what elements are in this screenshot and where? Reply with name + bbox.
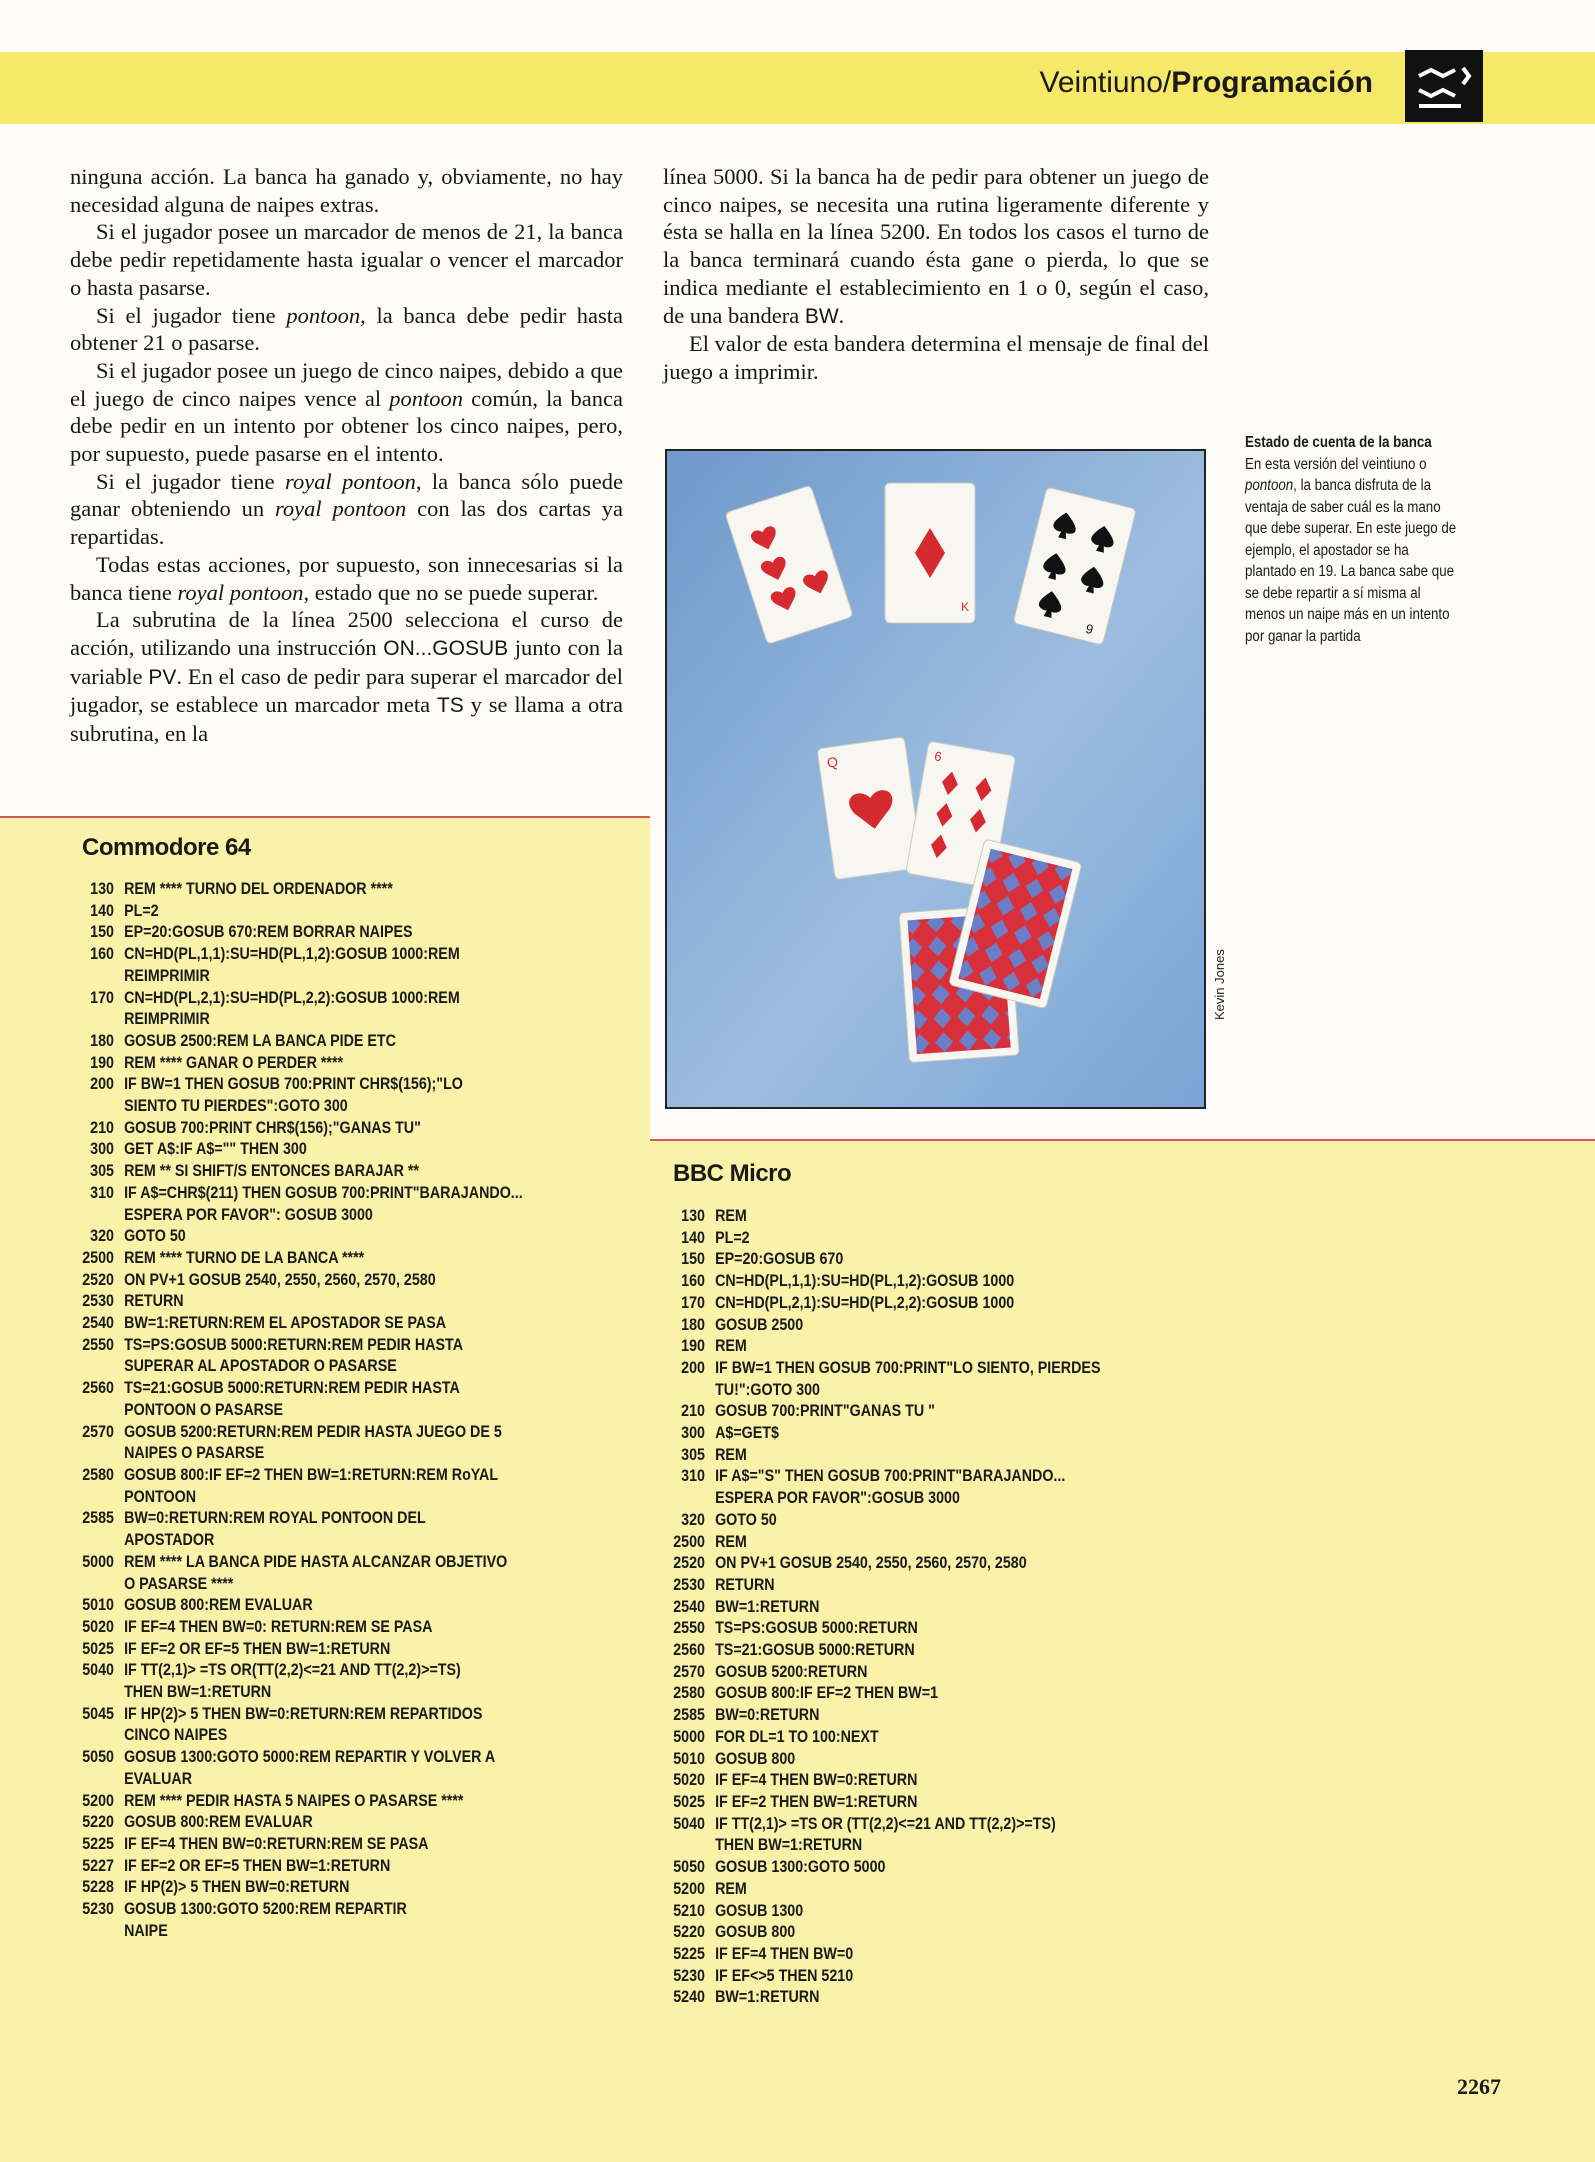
code-text: REM **** LA BANCA PIDE HASTA ALCANZAR OBJETIVO: [124, 1551, 508, 1571]
line-number: 2585: [673, 1705, 705, 1725]
paragraph: ninguna acción. La banca ha ganado y, obviamente, no hay necesidad alguna de naipes extras.: [70, 164, 623, 217]
code-line: [72, 878, 523, 900]
code-text: GOSUB 2500:REM LA BANCA PIDE ETC: [124, 1030, 396, 1050]
line-number: 160: [681, 1271, 705, 1291]
header-title-plain: Veintiuno/: [1039, 66, 1172, 99]
caption-text: En esta versión del veintiuno o pontoon, la banca disfruta de la ventaja de saber cuál es la mano que debe superar. En este juego de ejemplo, el apostador se ha plantado en 19. La banca sabe que se debe repartir a sí misma al menos un naipe más en un intento por ganar la partida: [1245, 455, 1457, 645]
code-text: GOSUB 800:REM EVALUAR: [124, 1595, 313, 1615]
svg-text:Q: Q: [825, 753, 839, 771]
code-text: ON PV+1 GOSUB 2540, 2550, 2560, 2570, 2580: [124, 1269, 436, 1289]
line-number: 5010: [82, 1595, 114, 1615]
line-number: 5200: [82, 1790, 114, 1810]
line-number: 2540: [82, 1313, 114, 1333]
code-line: [663, 1422, 1100, 1444]
code-text: GOSUB 5200:RETURN:REM PEDIR HASTA JUEGO DE 5: [124, 1421, 502, 1441]
code-text: CN=HD(PL,1,1):SU=HD(PL,1,2):GOSUB 1000: [715, 1271, 1015, 1291]
line-number: 5040: [673, 1813, 705, 1833]
line-number: 2550: [673, 1618, 705, 1638]
body-column-right: [663, 163, 1209, 386]
code-continuation: CINCO NAIPES: [124, 1725, 228, 1745]
code-line: [72, 1638, 523, 1660]
line-number: 200: [681, 1357, 705, 1377]
code-text: IF HP(2)> 5 THEN BW=0:RETURN: [124, 1877, 350, 1897]
code-text: IF TT(2,1)> =TS OR (TT(2,2)<=21 AND TT(2,2)>=TS): [715, 1813, 1056, 1833]
line-number: 2585: [82, 1508, 114, 1528]
line-number: 2530: [82, 1291, 114, 1311]
line-number: 5025: [82, 1638, 114, 1658]
code-text: REM **** PEDIR HASTA 5 NAIPES O PASARSE ****: [124, 1790, 464, 1810]
code-line: [72, 987, 523, 1009]
code-text: PL=2: [715, 1227, 750, 1247]
line-number: 2560: [82, 1378, 114, 1398]
code-line: [72, 943, 523, 965]
code-text: REM **** TURNO DE LA BANCA ****: [124, 1247, 365, 1267]
code-text: IF EF=2 THEN BW=1:RETURN: [715, 1791, 918, 1811]
code-line: [663, 1769, 1100, 1791]
code-text: GOSUB 1300:GOTO 5000: [715, 1857, 886, 1877]
code-line: [663, 1335, 1100, 1357]
line-number: 5000: [673, 1726, 705, 1746]
code-line: [663, 1617, 1100, 1639]
line-number: 2560: [673, 1640, 705, 1660]
code-text: GOSUB 800:IF EF=2 THEN BW=1:RETURN:REM RoYAL: [124, 1464, 499, 1484]
code-line: [72, 1117, 523, 1139]
code-text: GOSUB 1300: [715, 1900, 804, 1920]
code-line: [72, 900, 523, 922]
code-text: IF EF=4 THEN BW=0: [715, 1943, 854, 1963]
code-text: IF EF<>5 THEN 5210: [715, 1965, 854, 1985]
code-text: FOR DL=1 TO 100:NEXT: [715, 1726, 879, 1746]
code-continuation: ESPERA POR FAVOR":GOSUB 3000: [715, 1488, 960, 1508]
code-line: [663, 1878, 1100, 1900]
code-continuation: PONTOON: [124, 1486, 197, 1506]
listing-title-bbc: BBC Micro: [673, 1160, 792, 1187]
code-continuation: THEN BW=1:RETURN: [715, 1835, 863, 1855]
code-text: BW=0:RETURN:REM ROYAL PONTOON DEL: [124, 1508, 426, 1528]
header-title-bold: Programación: [1171, 66, 1373, 99]
code-text: IF EF=2 OR EF=5 THEN BW=1:RETURN: [124, 1855, 391, 1875]
line-number: 305: [681, 1444, 705, 1464]
code-line: [663, 1748, 1100, 1770]
line-number: 2570: [673, 1661, 705, 1681]
code-line: [72, 1898, 523, 1920]
code-text: GOSUB 800:REM EVALUAR: [124, 1812, 313, 1832]
code-text: IF EF=4 THEN BW=0: RETURN:REM SE PASA: [124, 1616, 433, 1636]
code-line: [663, 1357, 1100, 1379]
line-number: 5240: [673, 1987, 705, 2007]
line-number: 5200: [673, 1878, 705, 1898]
code-text: GOSUB 800: [715, 1922, 796, 1942]
line-number: 5210: [673, 1900, 705, 1920]
code-line: [663, 1205, 1100, 1227]
code-continuation: APOSTADOR: [124, 1530, 215, 1550]
code-text: CN=HD(PL,1,1):SU=HD(PL,1,2):GOSUB 1000:REM: [124, 944, 460, 964]
line-number: 2500: [673, 1531, 705, 1551]
code-text: ON PV+1 GOSUB 2540, 2550, 2560, 2570, 2580: [715, 1553, 1027, 1573]
code-text: PL=2: [124, 900, 159, 920]
photo-credit: Kevin Jones: [1212, 949, 1227, 1020]
page-header-title: [1039, 66, 1373, 100]
code-line: [663, 1596, 1100, 1618]
code-line: [663, 1704, 1100, 1726]
line-number: 130: [90, 879, 114, 898]
line-number: 5050: [82, 1747, 114, 1767]
code-line: [663, 1465, 1100, 1487]
code-line: [663, 1270, 1100, 1292]
line-number: 5227: [82, 1855, 114, 1875]
code-text: CN=HD(PL,2,1):SU=HD(PL,2,2):GOSUB 1000:REM: [124, 987, 460, 1007]
code-text: BW=0:RETURN: [715, 1705, 820, 1725]
line-number: 170: [681, 1292, 705, 1312]
code-line: [663, 1400, 1100, 1422]
code-text: TS=PS:GOSUB 5000:RETURN: [715, 1618, 918, 1638]
code-line: [72, 1052, 523, 1074]
code-text: GOTO 50: [124, 1226, 186, 1246]
code-text: RETURN: [124, 1291, 184, 1311]
code-text: TS=21:GOSUB 5000:RETURN:REM PEDIR HASTA: [124, 1378, 460, 1398]
line-number: 160: [90, 944, 114, 964]
code-line: [72, 1464, 523, 1486]
code-continuation: NAIPE: [124, 1920, 168, 1940]
code-line: [663, 1726, 1100, 1748]
line-number: 5230: [673, 1965, 705, 1985]
line-number: 300: [90, 1139, 114, 1159]
code-line: [72, 1182, 523, 1204]
code-text: GOTO 50: [715, 1509, 777, 1529]
line-number: 5040: [82, 1660, 114, 1680]
code-text: A$=GET$: [715, 1423, 779, 1443]
code-text: GOSUB 800:IF EF=2 THEN BW=1: [715, 1683, 939, 1703]
code-line: [663, 1574, 1100, 1596]
code-line: [663, 1921, 1100, 1943]
code-line: [72, 1334, 523, 1356]
code-line: [663, 1292, 1100, 1314]
line-number: 5020: [82, 1616, 114, 1636]
line-number: 140: [681, 1227, 705, 1247]
code-line: [663, 1227, 1100, 1249]
line-number: 190: [90, 1052, 114, 1072]
code-text: IF HP(2)> 5 THEN BW=0:RETURN:REM REPARTIDOS: [124, 1703, 483, 1723]
code-text: REM ** SI SHIFT/S ENTONCES BARAJAR **: [124, 1161, 419, 1181]
code-text: REM **** GANAR O PERDER ****: [124, 1052, 344, 1072]
paragraph: El valor de esta bandera determina el mensaje de final del juego a imprimir.: [663, 331, 1209, 384]
line-number: 180: [90, 1030, 114, 1050]
code-line: [72, 1507, 523, 1529]
line-number: 5045: [82, 1703, 114, 1723]
code-line: [72, 1269, 523, 1291]
code-line: [72, 1790, 523, 1812]
line-number: 210: [681, 1401, 705, 1421]
code-text: REM: [715, 1444, 747, 1464]
code-text: REM **** TURNO DEL ORDENADOR ****: [124, 879, 393, 898]
line-number: 210: [90, 1117, 114, 1137]
line-number: 5220: [82, 1812, 114, 1832]
code-text: REM: [715, 1206, 747, 1225]
code-listing-c64: [72, 878, 523, 1941]
code-text: REM: [715, 1878, 747, 1898]
code-line: [72, 1746, 523, 1768]
code-text: BW=1:RETURN: [715, 1596, 820, 1616]
line-number: 2500: [82, 1247, 114, 1267]
line-number: 5220: [673, 1922, 705, 1942]
line-number: 2580: [673, 1683, 705, 1703]
svg-text:K: K: [961, 600, 970, 614]
line-number: 180: [681, 1314, 705, 1334]
paragraph: Si el jugador posee un marcador de menos de 21, la banca debe pedir repetidamente hasta igualar o vencer el marcador o hasta pasarse.: [70, 219, 623, 300]
line-number: 320: [90, 1226, 114, 1246]
code-continuation: NAIPES O PASARSE: [124, 1443, 265, 1463]
code-line: [72, 1073, 523, 1095]
code-line: [663, 1248, 1100, 1270]
code-text: IF BW=1 THEN GOSUB 700:PRINT"LO SIENTO, PIERDES: [715, 1357, 1101, 1377]
code-continuation: SIENTO TU PIERDES":GOTO 300: [124, 1096, 348, 1116]
code-listing-bbc: [663, 1205, 1100, 2008]
code-line: [72, 1160, 523, 1182]
code-text: GOSUB 700:PRINT"GANAS TU ": [715, 1401, 935, 1421]
paragraph: La subrutina de la línea 2500 selecciona el curso de acción, utilizando una instrucción ON...GOSUB junto con la variable PV. En el caso de pedir para superar el marcador del jugador, se establece un marcador meta TS y se llama a otra subrutina, en la: [70, 607, 624, 747]
code-line: [663, 1791, 1100, 1813]
code-line: [72, 1659, 523, 1681]
listing-title-c64: Commodore 64: [82, 834, 251, 861]
line-number: 2570: [82, 1421, 114, 1441]
code-continuation: PONTOON O PASARSE: [124, 1399, 284, 1419]
line-number: 2540: [673, 1596, 705, 1616]
svg-text:6: 6: [933, 748, 943, 765]
line-number: 2530: [673, 1574, 705, 1594]
code-line: [72, 1594, 523, 1616]
line-number: 5000: [82, 1551, 114, 1571]
code-line: [72, 1421, 523, 1443]
code-line: [72, 1616, 523, 1638]
code-line: [663, 1314, 1100, 1336]
code-text: TS=PS:GOSUB 5000:RETURN:REM PEDIR HASTA: [124, 1334, 464, 1354]
line-number: 5010: [673, 1748, 705, 1768]
code-line: [72, 1833, 523, 1855]
code-line: [72, 1225, 523, 1247]
code-continuation: SUPERAR AL APOSTADOR O PASARSE: [124, 1356, 397, 1376]
line-number: 305: [90, 1161, 114, 1181]
code-line: [72, 1703, 523, 1725]
code-continuation: TU!":GOTO 300: [715, 1379, 820, 1399]
code-text: EP=20:GOSUB 670:REM BORRAR NAIPES: [124, 922, 413, 942]
code-text: IF BW=1 THEN GOSUB 700:PRINT CHR$(156);"LO: [124, 1074, 463, 1094]
code-line: [72, 921, 523, 943]
code-text: GOSUB 1300:GOTO 5200:REM REPARTIR: [124, 1899, 407, 1919]
code-text: REM: [715, 1531, 747, 1551]
line-number: 200: [90, 1074, 114, 1094]
code-text: IF A$=CHR$(211) THEN GOSUB 700:PRINT"BARAJANDO...: [124, 1182, 523, 1202]
line-number: 150: [90, 922, 114, 942]
code-line: [72, 1855, 523, 1877]
code-line: [663, 1943, 1100, 1965]
code-line: [72, 1290, 523, 1312]
code-text: IF EF=2 OR EF=5 THEN BW=1:RETURN: [124, 1638, 391, 1658]
code-line: [663, 1856, 1100, 1878]
code-text: IF TT(2,1)> =TS OR(TT(2,2)<=21 AND TT(2,2)>=TS): [124, 1660, 461, 1680]
line-number: 140: [90, 900, 114, 920]
code-line: [663, 1444, 1100, 1466]
code-text: TS=21:GOSUB 5000:RETURN: [715, 1640, 915, 1660]
code-text: CN=HD(PL,2,1):SU=HD(PL,2,2):GOSUB 1000: [715, 1292, 1015, 1312]
line-number: 310: [90, 1182, 114, 1202]
code-line: [72, 1876, 523, 1898]
code-continuation: REIMPRIMIR: [124, 1009, 210, 1029]
code-text: BW=1:RETURN: [715, 1987, 820, 2007]
code-text: GOSUB 800: [715, 1748, 796, 1768]
series-logo-icon: [1405, 50, 1483, 122]
code-line: [663, 1639, 1100, 1661]
paragraph: Todas estas acciones, por supuesto, son innecesarias si la banca tiene royal pontoon, estado que no se puede superar.: [70, 551, 623, 605]
line-number: 130: [681, 1206, 705, 1225]
code-line: [663, 1986, 1100, 2008]
paragraph: Si el jugador tiene royal pontoon, la banca sólo puede ganar obteniendo un royal pontoon con las dos cartas ya repartidas.: [70, 468, 623, 550]
code-line: [663, 1552, 1100, 1574]
line-number: 2550: [82, 1334, 114, 1354]
code-continuation: REIMPRIMIR: [124, 965, 210, 985]
code-text: REM: [715, 1336, 747, 1356]
code-text: RETURN: [715, 1574, 775, 1594]
paragraph: Si el jugador posee un juego de cinco naipes, debido a que el juego de cinco naipes vence al pontoon común, la banca debe pedir en un intento por obtener los cinco naipes, pero, por supuesto, puede pasarse en el intento.: [70, 357, 623, 467]
line-number: 190: [681, 1336, 705, 1356]
line-number: 300: [681, 1423, 705, 1443]
code-line: [663, 1509, 1100, 1531]
code-line: [72, 1312, 523, 1334]
code-text: IF EF=4 THEN BW=0:RETURN:REM SE PASA: [124, 1833, 429, 1853]
line-number: 2520: [82, 1269, 114, 1289]
card-illustration: [665, 449, 1206, 1109]
code-line: [663, 1661, 1100, 1683]
code-text: IF A$="S" THEN GOSUB 700:PRINT"BARAJANDO...: [715, 1466, 1066, 1486]
line-number: 5225: [82, 1833, 114, 1853]
code-continuation: EVALUAR: [124, 1768, 193, 1788]
body-column-left: [70, 163, 623, 748]
code-line: [72, 1247, 523, 1269]
code-line: [72, 1138, 523, 1160]
line-number: 5230: [82, 1899, 114, 1919]
page-number: 2267: [1457, 2074, 1501, 2099]
code-text: EP=20:GOSUB 670: [715, 1249, 844, 1269]
code-line: [663, 1813, 1100, 1835]
line-number: 5020: [673, 1770, 705, 1790]
figure-caption: [1245, 432, 1460, 647]
line-number: 5025: [673, 1791, 705, 1811]
code-line: [72, 1377, 523, 1399]
code-continuation: THEN BW=1:RETURN: [124, 1682, 272, 1702]
caption-title: Estado de cuenta de la banca: [1245, 434, 1432, 451]
code-line: [72, 1551, 523, 1573]
code-continuation: O PASARSE ****: [124, 1573, 234, 1593]
line-number: 2580: [82, 1464, 114, 1484]
line-number: 320: [681, 1509, 705, 1529]
line-number: 5050: [673, 1857, 705, 1877]
code-text: IF EF=4 THEN BW=0:RETURN: [715, 1770, 918, 1790]
code-text: GOSUB 700:PRINT CHR$(156);"GANAS TU": [124, 1117, 421, 1137]
code-line: [72, 1811, 523, 1833]
line-number: 170: [90, 987, 114, 1007]
code-text: BW=1:RETURN:REM EL APOSTADOR SE PASA: [124, 1313, 447, 1333]
code-continuation: ESPERA POR FAVOR": GOSUB 3000: [124, 1204, 373, 1224]
card-queen-hearts: [817, 737, 923, 880]
line-number: 310: [681, 1466, 705, 1486]
code-line: [663, 1965, 1100, 1987]
line-number: 5228: [82, 1877, 114, 1897]
code-text: GOSUB 1300:GOTO 5000:REM REPARTIR Y VOLVER A: [124, 1747, 496, 1767]
code-text: GOSUB 2500: [715, 1314, 804, 1334]
line-number: 150: [681, 1249, 705, 1269]
card-king-diamonds: [885, 483, 975, 623]
code-line: [663, 1682, 1100, 1704]
code-text: GET A$:IF A$="" THEN 300: [124, 1139, 307, 1159]
svg-text:9: 9: [1084, 620, 1095, 638]
code-line: [663, 1531, 1100, 1553]
code-line: [663, 1900, 1100, 1922]
paragraph: Si el jugador tiene pontoon, la banca debe pedir hasta obtener 21 o pasarse.: [70, 302, 623, 356]
code-text: GOSUB 5200:RETURN: [715, 1661, 868, 1681]
code-line: [72, 1030, 523, 1052]
line-number: 5225: [673, 1943, 705, 1963]
line-number: 2520: [673, 1553, 705, 1573]
paragraph: línea 5000. Si la banca ha de pedir para obtener un juego de cinco naipes, se necesita una rutina ligeramente diferente y ésta se halla en la línea 5200. En todos los casos el turno de la banca terminará cuando ésta gane o pierda, lo que se indica mediante el establecimiento en 1 o 0, según el caso, de una bandera BW.: [663, 164, 1209, 328]
